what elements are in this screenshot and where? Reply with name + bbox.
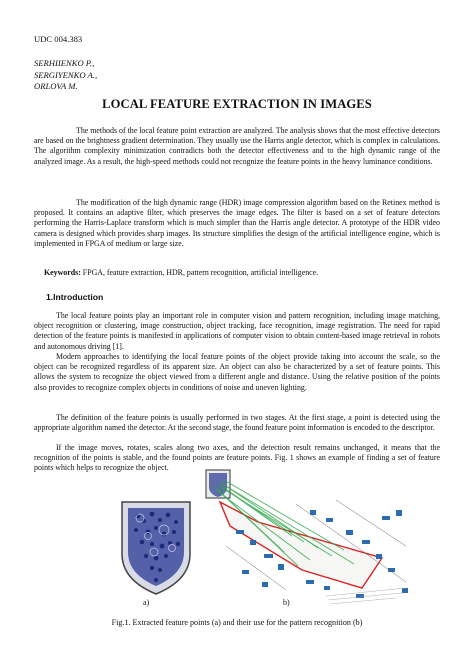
author-name: SERGIYENKO A., [34, 69, 98, 80]
figure-caption: Fig.1. Extracted feature points (a) and their use for the pattern recognition (b) [111, 618, 363, 627]
author-name: ORLOVA M. [34, 81, 78, 91]
author-name: SERHIIENKO P., [34, 58, 95, 68]
author-list [34, 58, 97, 93]
feature-points-emblem-image [0, 466, 474, 616]
body-paragraph: The definition of the feature points is usually performed in two stages. At the first stage, a point is detected using the appropriate algorithm named the detector. At the second stage, the found feature point information is encoded to the descriptor. [34, 413, 440, 433]
keywords-line [44, 268, 450, 278]
keywords-text: FPGA, feature extraction, HDR, pattern recognition, artificial intelligence. [80, 268, 319, 277]
abstract-paragraph: The methods of the local feature point extraction are analyzed. The analysis shows that the most effective detectors are based on the brightness gradient determination. They usually use the Harris angle detector, which is complex in calculations. The algorithm complexity minimization contradicts both the detector effectiveness and to the high dynamic range of the analyzed image. As a result, the high-speed methods could not recognize the feature points in the heavy luminance conditions. [34, 126, 440, 166]
udc-code: UDC 004.383 [34, 34, 83, 44]
body-paragraph: If the image moves, rotates, scales along two axes, and the detection result remains unchanged, it means that the recognition of the points is stable, and the found points are feature points. Fig. 1 shows an example of finding a set of feature points which helps to recognize the object. [34, 443, 440, 473]
keywords-label: Keywords: [44, 268, 81, 277]
figure-1 [0, 466, 474, 616]
body-paragraph: The local feature points play an important role in computer vision and pattern recognition, including image matching, object recognition or clustering, image construction, object tracking, face recognition, image registration. The need for rapid detection of the feature points is manifested in applications of computer vision to obtain content-based image retrieval in robots and autonomous driving [1]. [34, 311, 440, 351]
abstract-paragraph: The modification of the high dynamic range (HDR) image compression algorithm based on the Retinex method is proposed. It contains an adaptive filter, which preserves the image edges. The filter is based on a set of feature detectors performing the Harris-Laplace transform which is much simpler than the Harris angle detector. A prototype of the HDR video camera is designed which provides sharp images. Its structure simplifies the design of the artificial intelligence engine, which is implemented in FPGA of medium or large size. [34, 198, 440, 248]
figure-label-a: a) [143, 598, 150, 607]
figure-label-b: b) [283, 598, 290, 607]
body-paragraph: Modern approaches to identifying the local feature points of the object provide taking into account the scale, so the object can be recognized regardless of its apparent size. An object can also be characterized by a set of feature points. This allows the system to recognize the object viewed from a different angle and distance. Using the relative position of the points also provides to recognize complex objects in conditions of noise and uneven lighting. [34, 352, 440, 392]
paper-title: LOCAL FEATURE EXTRACTION IN IMAGES [102, 97, 372, 111]
section-heading: 1.Introduction [46, 292, 104, 302]
